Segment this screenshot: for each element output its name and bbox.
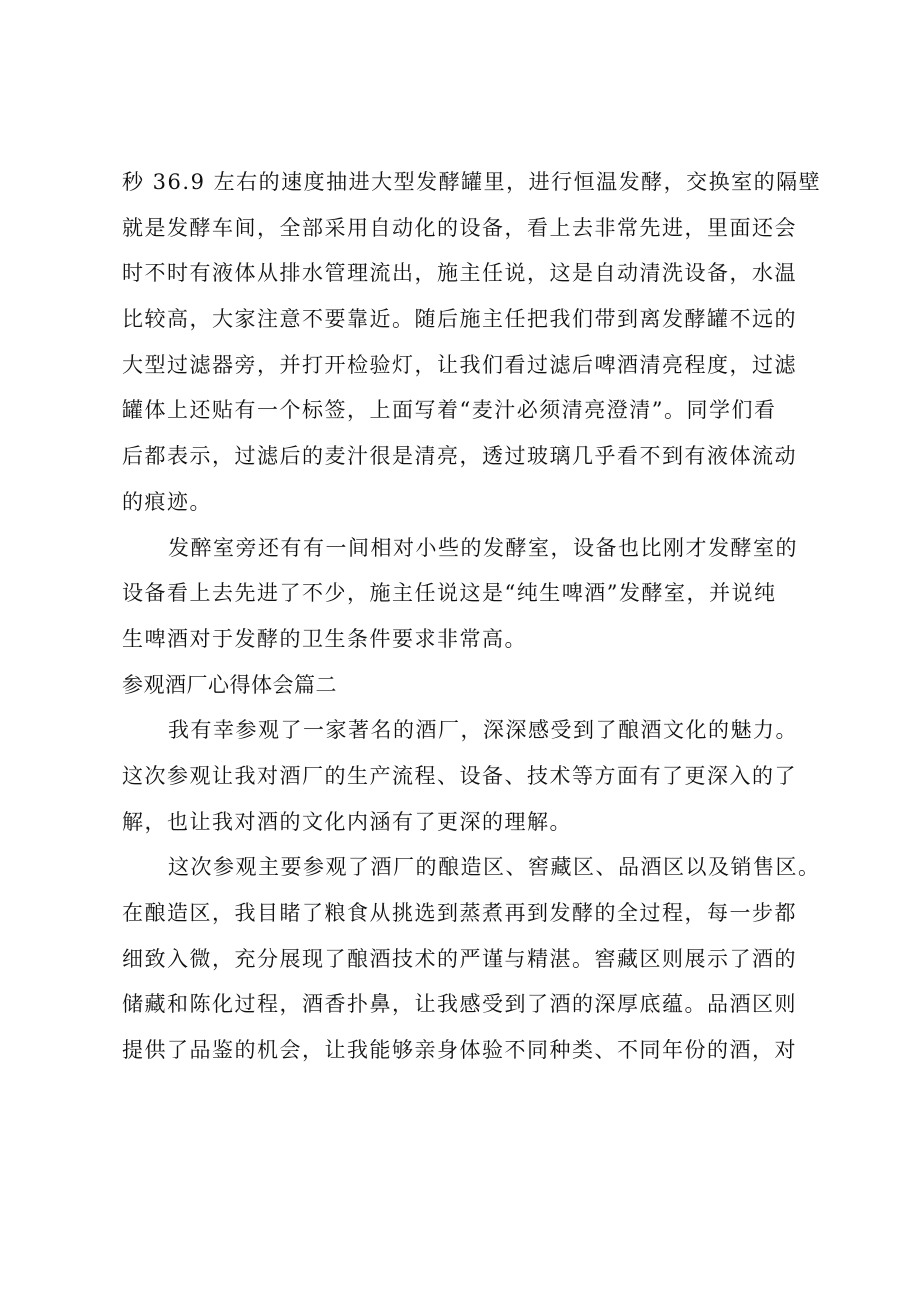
- paragraph-3: [122, 708, 822, 845]
- paragraph-4: [122, 845, 822, 1073]
- paragraph-line: 这次参观主要参观了酒厂的酿造区、窖藏区、品酒区以及销售区。: [168, 855, 821, 880]
- paragraph-line: 秒 36.9 左右的速度抽进大型发酵罐里，进行恒温发酵，交换室的隔壁: [122, 170, 822, 194]
- paragraph-line: 时不时有液体从排水管理流出，施主任说，这是自动清洗设备，水温: [122, 261, 797, 286]
- paragraph-line: 储藏和陈化过程，酒香扑鼻，让我感受到了酒的深厚底蕴。品酒区则: [122, 992, 797, 1017]
- paragraph-line: 细致入微，充分展现了酿酒技术的严谨与精湛。窖藏区则展示了酒的: [122, 946, 797, 971]
- paragraph-line: 后都表示，过滤后的麦汁很是清亮，透过玻璃几乎看不到有液体流动: [122, 444, 797, 469]
- paragraph-line: 解，也让我对酒的文化内涵有了更深的理解。: [122, 809, 572, 834]
- paragraph-line: 生啤酒对于发酵的卫生条件要求非常高。: [122, 626, 527, 651]
- paragraph-line: 发醉室旁还有有一间相对小些的发酵室，设备也比刚才发酵室的: [168, 535, 798, 560]
- paragraph-line: 的痕迹。: [122, 489, 212, 514]
- paragraph-line: 就是发酵车间，全部采用自动化的设备，看上去非常先进，里面还会: [122, 215, 797, 240]
- paragraph-line: 设备看上去先进了不少，施主任说这是“纯生啤酒”发酵室，并说纯: [122, 581, 777, 606]
- document-body: [122, 160, 822, 1074]
- paragraph-line: 在酿造区，我目睹了粮食从挑选到蒸煮再到发酵的全过程，每一步都: [122, 901, 797, 925]
- paragraph-line: 这次参观让我对酒厂的生产流程、设备、技术等方面有了更深入的了: [122, 763, 797, 788]
- paragraph-line: 我有幸参观了一家著名的酒厂，深深感受到了酿酒文化的魅力。: [168, 718, 798, 743]
- paragraph-line: 大型过滤器旁，并打开检验灯，让我们看过滤后啤酒清亮程度，过滤: [122, 352, 797, 377]
- paragraph-2: [122, 526, 822, 663]
- paragraph-1: [122, 160, 822, 526]
- paragraph-line: 罐体上还贴有一个标签，上面写着“麦汁必须清亮澄清”。同学们看: [122, 398, 777, 423]
- paragraph-line: 提供了品鉴的机会，让我能够亲身体验不同种类、不同年份的酒，对: [122, 1038, 797, 1063]
- section-heading: 参观酒厂心得体会篇二: [122, 672, 337, 697]
- paragraph-line: 比较高，大家注意不要靠近。随后施主任把我们带到离发酵罐不远的: [122, 307, 797, 332]
